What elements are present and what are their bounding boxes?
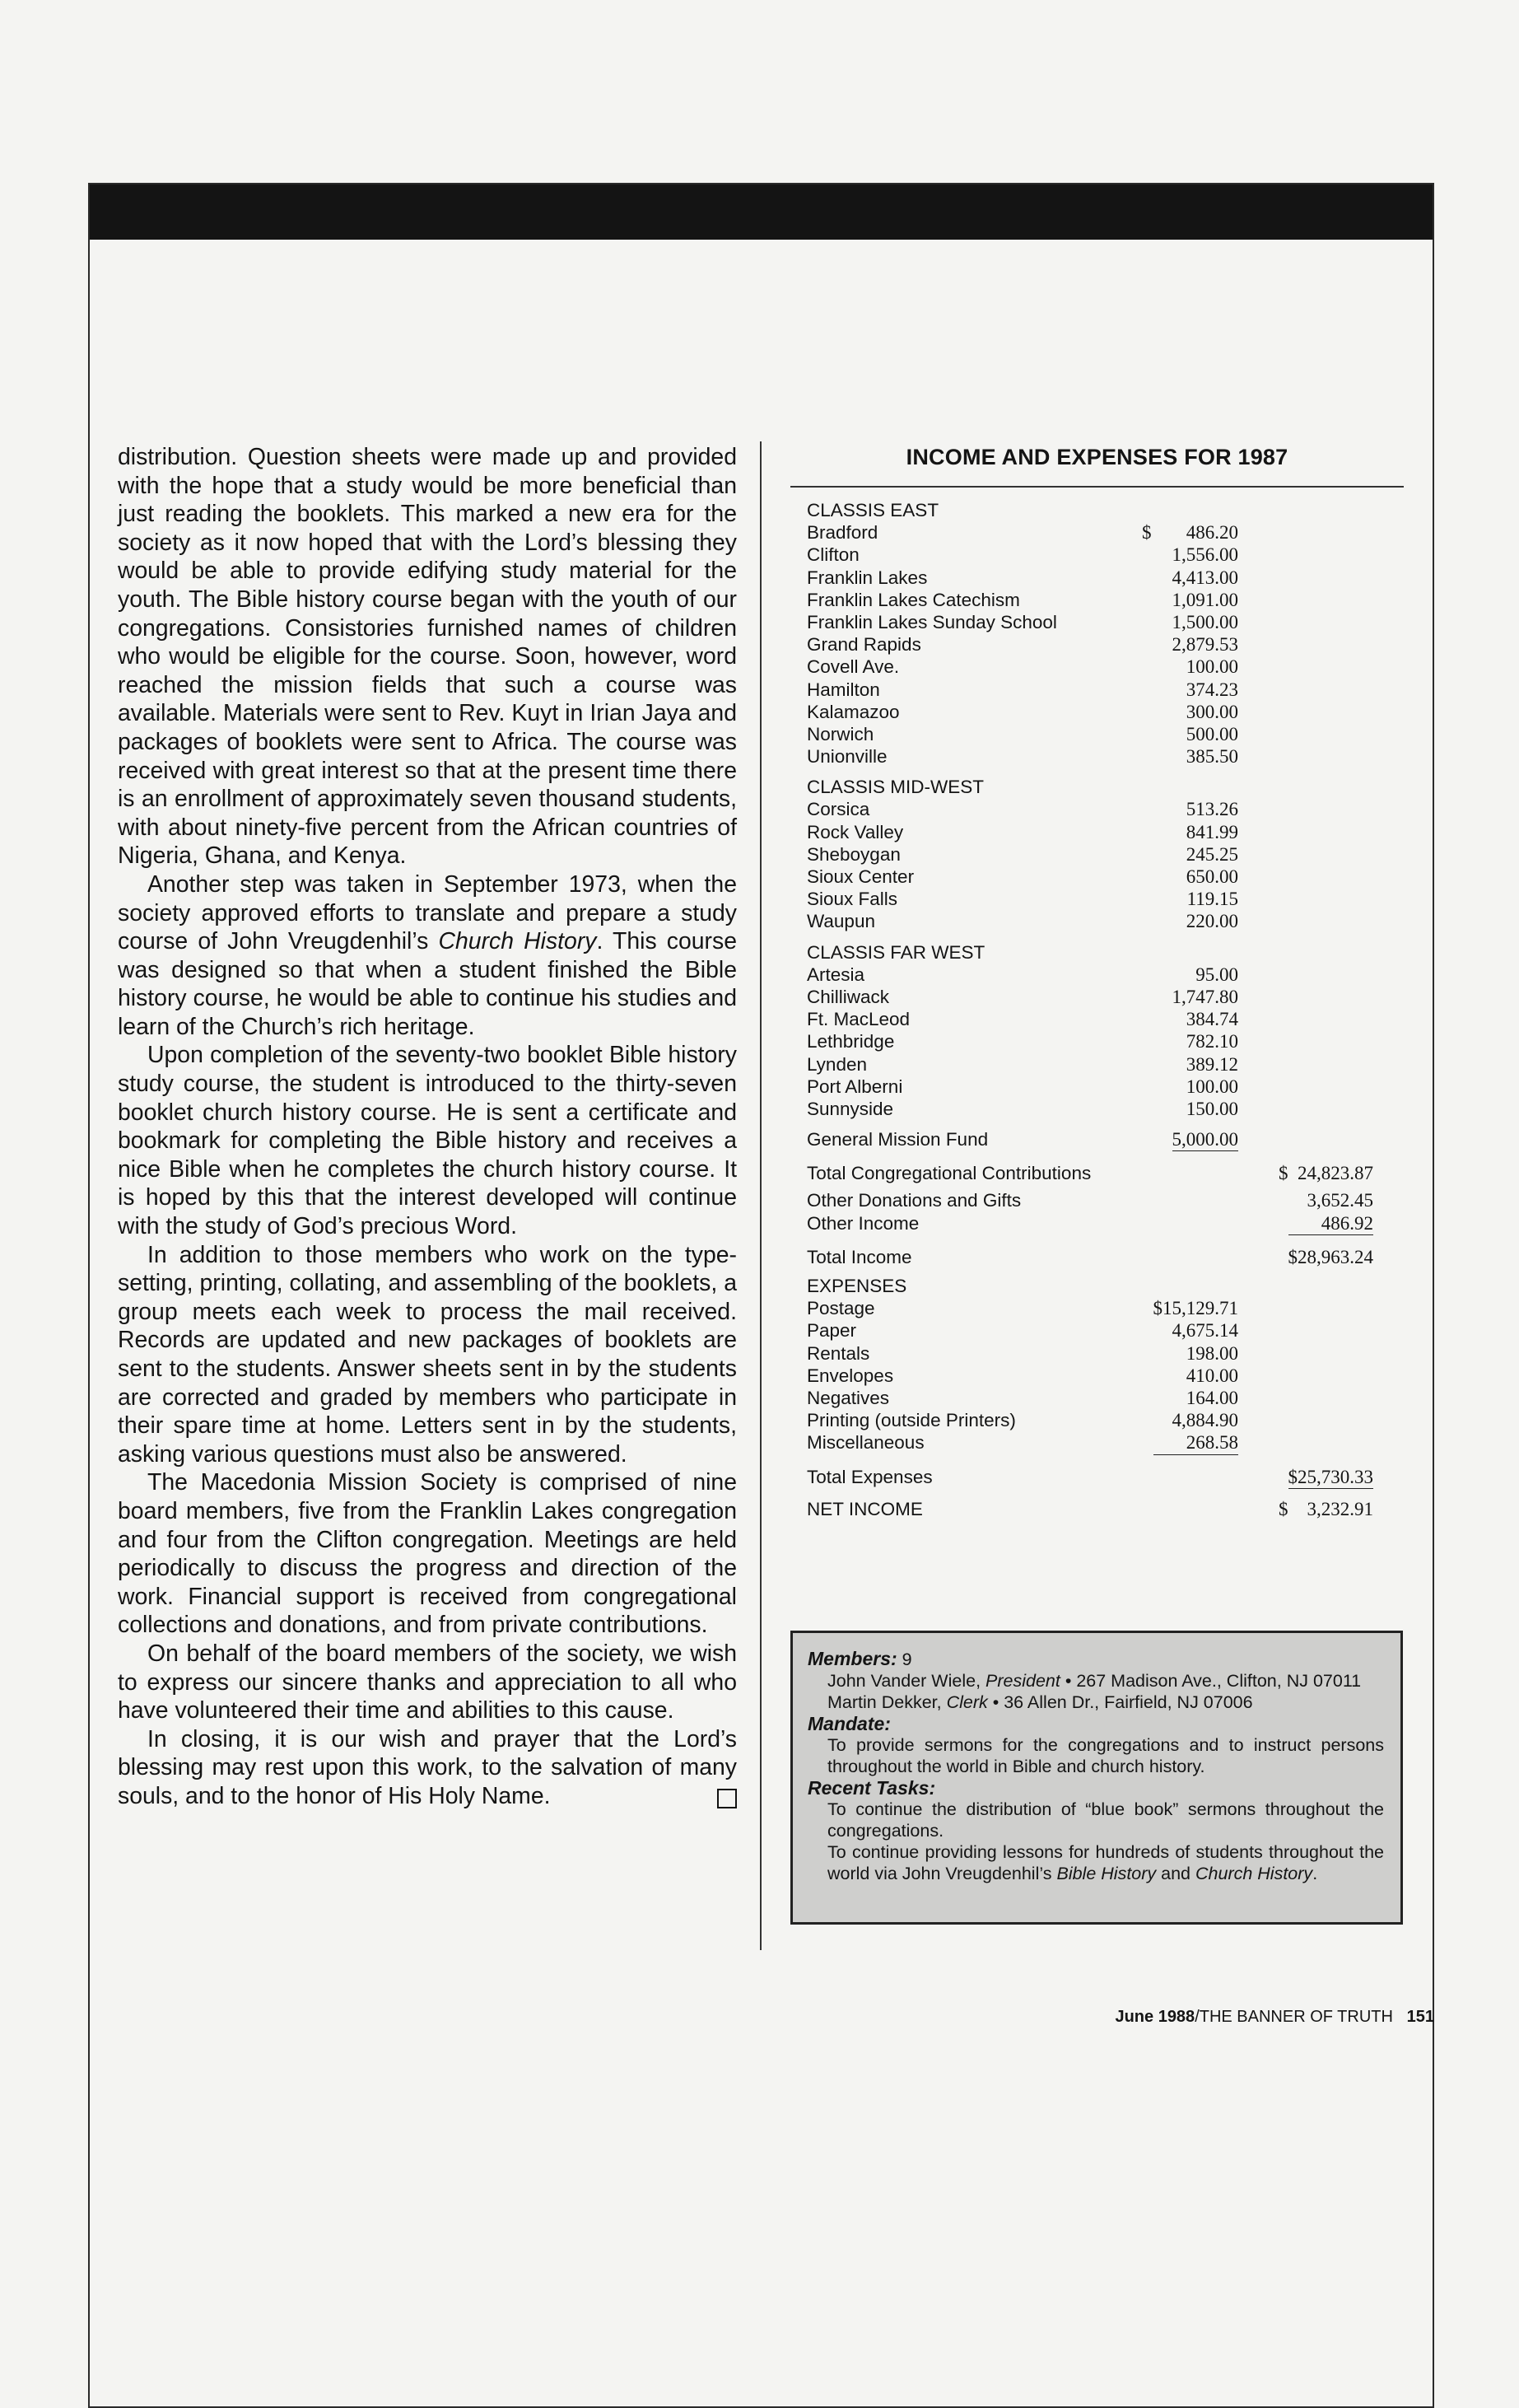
table-row xyxy=(807,656,1400,678)
row-label: Waupun xyxy=(807,911,875,932)
row-total: 3,652.45 xyxy=(1307,1190,1373,1211)
row-total: 3,232.91 xyxy=(1307,1498,1373,1519)
row-amount: 384.74 xyxy=(1186,1009,1238,1030)
row-label: Norwich xyxy=(807,723,874,744)
table-row xyxy=(807,521,1400,544)
row-amount: 1,091.00 xyxy=(1172,589,1238,610)
row-amount: 486.20 xyxy=(1186,522,1238,544)
row-label: Sunnyside xyxy=(807,1098,894,1119)
table-row xyxy=(807,1498,1400,1520)
task-item xyxy=(808,1841,1384,1884)
row-label: Franklin Lakes xyxy=(807,567,928,588)
row-label: General Mission Fund xyxy=(807,1129,989,1150)
task-italic: Bible History xyxy=(1056,1864,1157,1883)
row-label: Grand Rapids xyxy=(807,634,921,656)
row-amount: 782.10 xyxy=(1186,1031,1238,1052)
column-divider xyxy=(760,441,762,1950)
society-info-box xyxy=(790,1631,1403,1925)
row-label: Unionville xyxy=(807,746,888,768)
table-row xyxy=(807,910,1400,932)
member-role: President xyxy=(985,1671,1060,1691)
table-title-rule xyxy=(790,486,1404,488)
row-label: Port Alberni xyxy=(807,1076,903,1097)
table-row xyxy=(807,1246,1400,1268)
row-amount: 4,675.14 xyxy=(1172,1320,1238,1342)
row-label: Sheboygan xyxy=(807,843,901,865)
end-mark-icon xyxy=(717,1789,737,1808)
row-total: $28,963.24 xyxy=(1288,1246,1373,1267)
row-label: Bradford xyxy=(807,522,878,544)
member-entry xyxy=(808,1670,1384,1692)
article-paragraph xyxy=(118,1725,737,1811)
row-label: Chilliwack xyxy=(807,986,890,1007)
member-name: Martin Dekker, xyxy=(827,1692,947,1712)
table-row xyxy=(807,821,1400,843)
currency-symbol: $ xyxy=(1279,1163,1288,1184)
row-amount: 268.58 xyxy=(1153,1431,1238,1454)
row-label: NET INCOME xyxy=(807,1498,923,1519)
article-paragraph: Upon completion of the seventy-two booklet Bible history study course, the student is introduced to the thirty-seven booklet church history course. He is sent a certificate and bookmark for completing the Bible history and receives a nice Bible when he completes the church history course. It is hoped by this that the interest developed will continue with the study of God’s precious Word. xyxy=(118,1042,737,1240)
row-amount: 119.15 xyxy=(1186,889,1238,910)
article-text: . This course was designed so that when a student finished the Bible history course, he would be able to continue his studies and learn of the Church’s rich heritage. xyxy=(118,928,737,1040)
task-text: . xyxy=(1312,1864,1318,1883)
footer-date: June 1988 xyxy=(1115,2008,1195,2026)
row-amount: 410.00 xyxy=(1186,1365,1238,1386)
page-number: 151 xyxy=(1406,2008,1434,2026)
currency-symbol: $ xyxy=(1142,522,1152,544)
row-amount: 1,747.80 xyxy=(1172,986,1238,1007)
table-row xyxy=(807,567,1400,589)
table-row xyxy=(807,1030,1400,1052)
footer-publication: /THE BANNER OF TRUTH xyxy=(1195,2008,1393,2026)
row-label: Hamilton xyxy=(807,679,880,700)
row-label: Covell Ave. xyxy=(807,656,900,678)
article-italic: Church History xyxy=(438,928,597,955)
row-amount: 500.00 xyxy=(1186,723,1238,744)
row-label: Total Expenses xyxy=(807,1466,933,1487)
table-row xyxy=(807,866,1400,888)
members-count: 9 xyxy=(902,1650,912,1669)
task-text: and xyxy=(1156,1864,1195,1883)
row-label: Total Congregational Contributions xyxy=(807,1163,1092,1184)
row-label: Kalamazoo xyxy=(807,701,900,722)
row-label: Envelopes xyxy=(807,1365,894,1386)
row-amount: 1,556.00 xyxy=(1172,544,1238,566)
row-label: Clifton xyxy=(807,544,860,566)
row-label: Corsica xyxy=(807,799,870,820)
table-row xyxy=(807,1128,1400,1150)
row-label: Franklin Lakes Catechism xyxy=(807,589,1020,610)
mandate-label: Mandate: xyxy=(808,1713,891,1734)
row-total: $25,730.33 xyxy=(1288,1466,1374,1489)
task-item: To continue the distribution of “blue book” sermons throughout the congregations. xyxy=(827,1799,1384,1841)
row-label: Ft. MacLeod xyxy=(807,1009,911,1030)
row-label: Rock Valley xyxy=(807,821,904,842)
members-label: Members: xyxy=(808,1648,897,1669)
row-label: Lethbridge xyxy=(807,1031,895,1052)
row-label: Miscellaneous xyxy=(807,1432,925,1454)
row-label: Artesia xyxy=(807,964,865,985)
section-heading: EXPENSES xyxy=(807,1276,907,1296)
article-paragraph: distribution. Question sheets were made up and provided with the hope that a study would be more beneficial than just reading the booklets. This marked a new era for the society as it now hoped that with the Lord’s blessing they would be able to provide edifying study material for the youth. The Bible history course began with the youth of our congregations. Consistories furnished names of children who would be eligible for the course. Soon, however, word reached the mission fields that such a course was available. Materials were sent to Rev. Kuyt in Irian Jaya and packages of booklets were sent to Africa. The course was received with great interest so that at the present time there is an enrollment of approximately seven thousand students, with about ninety-five percent from the African countries of Nigeria, Ghana, and Kenya. xyxy=(118,444,737,870)
article-paragraph: On behalf of the board members of the society, we wish to express our sincere thanks and appreciation to all who have volunteered their time and abilities to this cause. xyxy=(118,1640,737,1724)
member-address: • 36 Allen Dr., Fairfield, NJ 07006 xyxy=(987,1692,1253,1712)
member-address: • 267 Madison Ave., Clifton, NJ 07011 xyxy=(1060,1671,1362,1691)
member-role: Clerk xyxy=(946,1692,988,1712)
table-row xyxy=(807,843,1400,866)
row-total: 24,823.87 xyxy=(1298,1163,1373,1184)
table-row xyxy=(807,1053,1400,1076)
table-row xyxy=(807,964,1400,986)
table-title: INCOME AND EXPENSES FOR 1987 xyxy=(906,445,1288,469)
table-row xyxy=(807,745,1400,768)
article-paragraph: The Macedonia Mission Society is comprised of nine board members, five from the Franklin Lakes congregation and four from the Clifton congregation. Meetings are held periodically to discuss the progress and direction of the work. Financial support is received from congregational collections and donations, and from private contributions. xyxy=(118,1469,737,1639)
row-label: Negatives xyxy=(807,1387,890,1408)
table-row xyxy=(807,1342,1400,1365)
task-italic: Church History xyxy=(1195,1864,1313,1883)
section-heading: CLASSIS EAST xyxy=(807,500,939,520)
row-label: Franklin Lakes Sunday School xyxy=(807,611,1057,632)
row-amount: 4,884.90 xyxy=(1172,1410,1238,1431)
table-row xyxy=(807,1076,1400,1098)
table-row xyxy=(807,679,1400,701)
row-label: Lynden xyxy=(807,1053,867,1075)
table-row xyxy=(807,723,1400,745)
row-total: 486.92 xyxy=(1288,1212,1373,1235)
row-amount: 374.23 xyxy=(1186,679,1238,700)
table-row xyxy=(807,888,1400,910)
row-amount: 1,500.00 xyxy=(1172,611,1238,632)
table-row xyxy=(807,798,1400,820)
row-label: Rentals xyxy=(807,1342,870,1364)
table-row xyxy=(807,1189,1400,1211)
table-row xyxy=(807,1098,1400,1120)
row-amount: 198.00 xyxy=(1186,1342,1238,1364)
table-row xyxy=(807,1466,1400,1488)
row-amount: 300.00 xyxy=(1186,701,1238,722)
article-paragraph: In addition to those members who work on the type-setting, printing, collating, and assembling of the booklets, a group meets each week to process the mail received. Records are updated and new packages of booklets are sent to the students. Answer sheets sent in by the students are corrected and graded by members who participate in their spare time at home. Letters sent in by the students, asking various questions must also be answered. xyxy=(118,1241,737,1468)
row-label: Total Income xyxy=(807,1246,912,1267)
mandate-text: To provide sermons for the congregations and to instruct persons throughout the world in Bible and church history. xyxy=(827,1735,1384,1776)
row-amount: 5,000.00 xyxy=(1172,1128,1239,1151)
task-text: To continue providing lessons for hundreds of students throughout the world via John Vreugdenhil’s xyxy=(827,1842,1384,1883)
table-row xyxy=(807,986,1400,1008)
row-label: Printing (outside Printers) xyxy=(807,1410,1016,1431)
page-footer xyxy=(1115,2008,1434,2027)
row-amount: 841.99 xyxy=(1186,821,1238,842)
row-amount: $15,129.71 xyxy=(1153,1298,1238,1319)
table-row xyxy=(807,1387,1400,1409)
row-amount: 95.00 xyxy=(1195,964,1238,985)
table-row xyxy=(807,1319,1400,1342)
article-text: Another step was taken in September 1973, when the society approved efforts to translate and prepare a study course of John Vreugdenhil’s xyxy=(118,870,737,955)
article-paragraph xyxy=(118,870,737,1042)
table-row xyxy=(807,1297,1400,1319)
member-entry xyxy=(808,1692,1384,1713)
currency-symbol: $ xyxy=(1279,1498,1288,1519)
table-row xyxy=(807,1431,1400,1454)
section-heading: CLASSIS FAR WEST xyxy=(807,941,985,963)
row-amount: 385.50 xyxy=(1186,746,1238,768)
table-row xyxy=(807,1365,1400,1387)
row-amount: 220.00 xyxy=(1186,911,1238,932)
row-label: Sioux Falls xyxy=(807,889,898,910)
row-label: Postage xyxy=(807,1298,875,1319)
row-amount: 389.12 xyxy=(1186,1053,1238,1075)
table-row xyxy=(807,1008,1400,1030)
row-label: Sioux Center xyxy=(807,866,915,887)
table-row xyxy=(807,633,1400,656)
row-amount: 513.26 xyxy=(1186,799,1238,820)
article-text: In closing, it is our wish and prayer that the Lord’s blessing may rest upon this work, to the salvation of many souls, and to the honor of His Holy Name. xyxy=(118,1725,737,1809)
section-heading: CLASSIS MID-WEST xyxy=(807,777,985,798)
table-row xyxy=(807,701,1400,723)
row-amount: 164.00 xyxy=(1186,1387,1238,1408)
member-name: John Vander Wiele, xyxy=(827,1671,986,1691)
row-label: Other Donations and Gifts xyxy=(807,1190,1022,1211)
table-row xyxy=(807,1212,1400,1234)
row-amount: 100.00 xyxy=(1186,656,1238,678)
row-amount: 100.00 xyxy=(1186,1076,1238,1097)
article-body xyxy=(118,443,737,1811)
table-row xyxy=(807,1409,1400,1431)
row-amount: 150.00 xyxy=(1186,1098,1238,1119)
row-label: Other Income xyxy=(807,1212,920,1234)
table-row xyxy=(807,589,1400,611)
table-row xyxy=(807,611,1400,633)
row-amount: 650.00 xyxy=(1186,866,1238,887)
row-label: Paper xyxy=(807,1320,857,1342)
row-amount: 245.25 xyxy=(1186,843,1238,865)
table-row xyxy=(807,544,1400,566)
tasks-label: Recent Tasks: xyxy=(808,1777,936,1799)
row-amount: 2,879.53 xyxy=(1172,634,1238,656)
income-expense-table xyxy=(807,499,1400,1520)
row-amount: 4,413.00 xyxy=(1172,567,1238,588)
table-row xyxy=(807,1162,1400,1184)
